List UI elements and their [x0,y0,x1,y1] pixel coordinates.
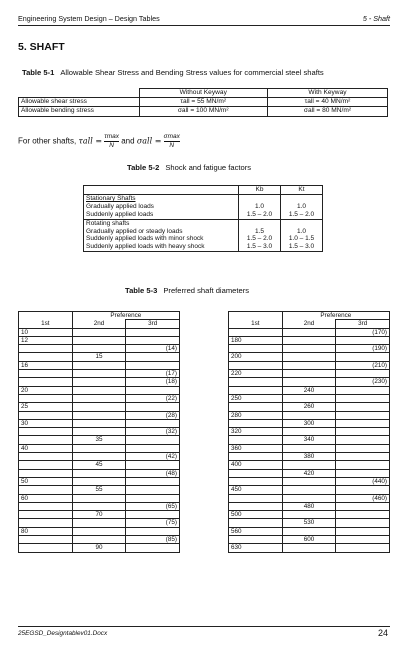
table-row [19,527,180,535]
diameter-cell [336,353,390,361]
table-row [229,394,390,402]
diameter-cell: (190) [336,345,390,353]
diameter-cell [126,527,180,535]
col-without-keyway: Without Keyway [139,89,267,98]
table-row [229,519,390,527]
diameter-cell [229,453,283,461]
table-row [229,444,390,452]
diameter-cell [229,403,283,411]
diameter-cell [72,519,126,527]
diameter-cell [336,453,390,461]
diameter-cell [72,403,126,411]
diameter-cell [229,419,283,427]
table-row [84,243,323,251]
diameter-cell: (85) [126,536,180,544]
diameter-cell [126,544,180,552]
diameter-cell [229,328,283,336]
table-row [19,511,180,519]
table-row [19,345,180,353]
col-kt: Kt [281,186,323,195]
preference-header: Preference [282,312,389,320]
table-row [19,378,180,386]
table-row [229,345,390,353]
diameter-cell: 400 [229,461,283,469]
table-row [229,378,390,386]
table-row [19,370,180,378]
table-row [19,486,180,494]
diameter-cell [336,386,390,394]
table-row [19,536,180,544]
table-row [229,361,390,369]
diameter-cell [336,519,390,527]
diameter-cell [72,378,126,386]
cell-value: 1.5 – 2.0 [239,211,281,219]
cell-value: 1.5 – 3.0 [281,243,323,251]
cell-value: 1.5 – 2.0 [239,235,281,243]
formula-prefix: For other shafts, [18,136,77,146]
diameter-cell [126,436,180,444]
cell-value: 1.5 – 3.0 [239,243,281,251]
diameter-cell [19,461,73,469]
diameter-cell: (48) [126,469,180,477]
shock-table-corner [84,186,239,195]
table-row [229,461,390,469]
cell-value: τall = 55 MN/m² [139,98,267,107]
row-label: Allowable bending stress [19,107,140,116]
footer-rule [18,626,390,627]
diameter-cell [282,336,336,344]
tau-numerator: τmax [104,133,119,140]
diameter-cell: 530 [282,519,336,527]
diameter-cell [72,345,126,353]
diameter-cell [282,370,336,378]
diameter-cell: (440) [336,477,390,485]
tau-fraction [104,133,119,150]
diameter-cell [229,436,283,444]
col-2nd: 2nd [282,320,336,328]
diameter-cell [126,419,180,427]
col-with-keyway: With Keyway [267,89,387,98]
stress-formula [18,133,180,150]
diameter-cell: (230) [336,378,390,386]
table-row [229,527,390,535]
cell-value: 1.5 – 2.0 [281,211,323,219]
diameter-cell [126,353,180,361]
table-row [229,494,390,502]
cell-value [281,194,323,202]
diameter-cell [72,477,126,485]
diameter-cell [72,469,126,477]
diameter-cell [72,336,126,344]
diameter-cell: 200 [229,353,283,361]
table-row [229,411,390,419]
diameter-cell: 380 [282,453,336,461]
table-row [19,328,180,336]
diameter-cell [19,469,73,477]
table-row [19,353,180,361]
diameter-cell: 250 [229,394,283,402]
diameter-cell: 35 [72,436,126,444]
diameter-cell [72,536,126,544]
diameter-cell: 480 [282,502,336,510]
diameter-cell: (210) [336,361,390,369]
stress-table-corner [19,89,140,98]
diameter-cell: 90 [72,544,126,552]
table2-caption-number: Table 5-2 [127,163,160,172]
cell-value [239,194,281,202]
diameter-cell: 280 [229,411,283,419]
row-label: Suddenly applied loads [84,211,239,219]
diameter-cell: (17) [126,370,180,378]
table-row [19,519,180,527]
preferred-diameters-right [228,311,390,553]
diameter-cell [19,536,73,544]
table-row [19,436,180,444]
diameter-cell [336,444,390,452]
table3-caption [125,286,249,295]
table-row [229,486,390,494]
diameter-cell [282,461,336,469]
diameter-cell [229,494,283,502]
diameter-cell [282,394,336,402]
pref-blank [229,312,283,320]
table-row [229,469,390,477]
diameter-cell [72,502,126,510]
diameter-cell [126,477,180,485]
section-title: 5. SHAFT [18,41,65,53]
cell-value [239,219,281,227]
diameter-cell: (18) [126,378,180,386]
diameter-cell: 420 [282,469,336,477]
diameter-cell [72,328,126,336]
diameter-cell [282,328,336,336]
diameter-cell [19,428,73,436]
diameter-cell [336,411,390,419]
table-row [19,544,180,552]
table-row [19,394,180,402]
row-label: Allowable shear stress [19,98,140,107]
table-row [229,502,390,510]
table-row [19,361,180,369]
diameter-cell: 560 [229,527,283,535]
diameter-cell [72,361,126,369]
diameter-cell [282,411,336,419]
table-row [229,370,390,378]
table-row [19,477,180,485]
diameter-cell: 16 [19,361,73,369]
diameter-cell [229,536,283,544]
table-row [19,461,180,469]
diameter-cell [336,469,390,477]
diameter-cell [336,419,390,427]
diameter-cell: 55 [72,486,126,494]
preferred-diameters-left [18,311,180,553]
cell-value [281,219,323,227]
row-group-label: Rotating shafts [84,219,239,227]
diameter-cell: (170) [336,328,390,336]
table-row [229,419,390,427]
formula-and: and [121,136,135,146]
diameter-cell [282,378,336,386]
cell-value: τall = 40 MN/m² [267,98,387,107]
diameter-cell [336,527,390,535]
diameter-cell: (14) [126,345,180,353]
table-row [19,469,180,477]
diameter-cell [19,511,73,519]
table-row [19,419,180,427]
diameter-cell [229,386,283,394]
diameter-cell [126,511,180,519]
diameter-cell [282,486,336,494]
sigma-all: σall = [136,136,162,146]
diameter-cell [282,444,336,452]
table-row [19,386,180,394]
table-row [229,428,390,436]
diameter-cell: 450 [229,486,283,494]
cell-value: 1.0 [281,203,323,211]
diameter-cell [19,345,73,353]
table-row [19,494,180,502]
diameter-cell [336,436,390,444]
diameter-cell [336,428,390,436]
diameter-cell [126,461,180,469]
diameter-cell [126,444,180,452]
diameter-cell [72,494,126,502]
table-row [19,428,180,436]
diameter-cell [336,403,390,411]
col-3rd: 3rd [126,320,180,328]
diameter-cell [282,494,336,502]
diameter-cell [72,386,126,394]
table-row [229,511,390,519]
diameter-cell [72,411,126,419]
col-1st: 1st [229,320,283,328]
diameter-cell [126,361,180,369]
diameter-cell [72,444,126,452]
table-row [19,107,388,116]
diameter-cell: 300 [282,419,336,427]
diameter-cell: 70 [72,511,126,519]
table-row [19,453,180,461]
diameter-cell: 25 [19,403,73,411]
diameter-cell [19,519,73,527]
diameter-cell: (65) [126,502,180,510]
sigma-numerator: σmax [163,133,180,140]
col-1st: 1st [19,320,73,328]
diameter-cell [126,386,180,394]
page-number: 24 [377,628,388,638]
table-row [84,194,323,202]
header-section: 5 - Shaft [362,14,390,23]
row-label: Suddenly applied loads with minor shock [84,235,239,243]
diameter-cell: 20 [19,386,73,394]
footer-filename: 25EGSD_Designtablev01.Docx [18,630,108,637]
diameter-cell: 360 [229,444,283,452]
diameter-cell [282,511,336,519]
page-header [18,11,390,26]
table-row [84,211,323,219]
diameter-cell [229,345,283,353]
col-2nd: 2nd [72,320,126,328]
table1-caption [22,68,324,77]
diameter-cell [229,378,283,386]
table-row [19,403,180,411]
row-label: Gradually applied loads [84,203,239,211]
diameter-cell [19,502,73,510]
table-row [19,98,388,107]
preference-header: Preference [72,312,179,320]
diameter-cell: 15 [72,353,126,361]
diameter-cell [336,486,390,494]
table1-caption-number: Table 5-1 [22,68,55,77]
table-row [229,386,390,394]
diameter-cell: (28) [126,411,180,419]
table1-caption-text: Allowable Shear Stress and Bending Stress values for commercial steel shafts [60,68,324,77]
diameter-cell [336,502,390,510]
diameter-cell: 45 [72,461,126,469]
diameter-cell [282,477,336,485]
diameter-cell [282,353,336,361]
diameter-cell: (32) [126,428,180,436]
diameter-cell: 60 [19,494,73,502]
diameter-cell: 260 [282,403,336,411]
diameter-cell [229,477,283,485]
diameter-cell [72,453,126,461]
diameter-cell [229,361,283,369]
table-row [229,436,390,444]
table-row [229,328,390,336]
table-row [229,536,390,544]
table-row [229,477,390,485]
diameter-cell [336,511,390,519]
table-row [19,336,180,344]
diameter-cell [19,411,73,419]
table-row [19,444,180,452]
cell-value: 1.5 [239,228,281,236]
row-group-label: Stationary Shafts [84,194,239,202]
diameter-cell [282,361,336,369]
tau-all: τall = [78,136,103,146]
diameter-cell: (22) [126,394,180,402]
diameter-cell: 340 [282,436,336,444]
diameter-cell: (460) [336,494,390,502]
diameter-cell [336,370,390,378]
table3-caption-text: Preferred shaft diameters [163,286,250,295]
diameter-cell [229,469,283,477]
cell-value: 1.0 [281,228,323,236]
cell-value: 1.0 – 1.5 [281,235,323,243]
diameter-cell: 30 [19,419,73,427]
diameter-cell [126,486,180,494]
sigma-fraction [164,133,180,150]
diameter-cell [72,527,126,535]
diameter-cell [336,544,390,552]
col-kb: Kb [239,186,281,195]
diameter-cell: 10 [19,328,73,336]
diameter-cell: 180 [229,336,283,344]
diameter-cell [19,394,73,402]
row-label: Gradually applied or steady loads [84,228,239,236]
table3-caption-number: Table 5-3 [125,286,158,295]
table-row [19,502,180,510]
table-row [19,411,180,419]
diameter-cell [19,353,73,361]
diameter-cell: 220 [229,370,283,378]
table-row [229,336,390,344]
cell-value: σall = 100 MN/m² [139,107,267,116]
diameter-cell: 80 [19,527,73,535]
diameter-cell [19,378,73,386]
diameter-cell: 40 [19,444,73,452]
col-3rd: 3rd [336,320,390,328]
diameter-cell [19,486,73,494]
diameter-cell [336,336,390,344]
table2-caption-text: Shock and fatigue factors [165,163,252,172]
diameter-cell [72,394,126,402]
diameter-cell [72,428,126,436]
table-row [84,219,323,227]
diameter-cell: 500 [229,511,283,519]
diameter-cell [19,453,73,461]
diameter-cell [282,345,336,353]
diameter-cell: 630 [229,544,283,552]
diameter-cell: (75) [126,519,180,527]
diameter-cell [126,403,180,411]
table-row [84,235,323,243]
diameter-cell [336,536,390,544]
diameter-cell: 12 [19,336,73,344]
diameter-cell [282,544,336,552]
shock-fatigue-table [83,185,323,252]
diameter-cell [126,328,180,336]
pref-blank [19,312,73,320]
diameter-cell [19,544,73,552]
diameter-cell [336,461,390,469]
stress-table [18,88,388,117]
diameter-cell [282,428,336,436]
table2-caption [127,163,251,172]
tau-denominator: N [109,142,114,149]
row-label: Suddenly applied loads with heavy shock [84,243,239,251]
table-row [84,203,323,211]
diameter-cell: 240 [282,386,336,394]
diameter-cell: 600 [282,536,336,544]
table-row [229,403,390,411]
diameter-cell [19,370,73,378]
diameter-cell: 50 [19,477,73,485]
diameter-cell [282,527,336,535]
diameter-cell [229,519,283,527]
table-row [229,453,390,461]
table-row [229,544,390,552]
table-row [84,228,323,236]
header-title: Engineering System Design – Design Tables [18,14,160,23]
cell-value: 1.0 [239,203,281,211]
diameter-cell [126,336,180,344]
diameter-cell [336,394,390,402]
diameter-cell: 320 [229,428,283,436]
diameter-cell: (42) [126,453,180,461]
sigma-denominator: N [169,142,175,149]
diameter-cell [126,494,180,502]
table-row [229,353,390,361]
diameter-cell [72,370,126,378]
diameter-cell [19,436,73,444]
cell-value: σall = 80 MN/m² [267,107,387,116]
diameter-cell [72,419,126,427]
diameter-cell [229,502,283,510]
